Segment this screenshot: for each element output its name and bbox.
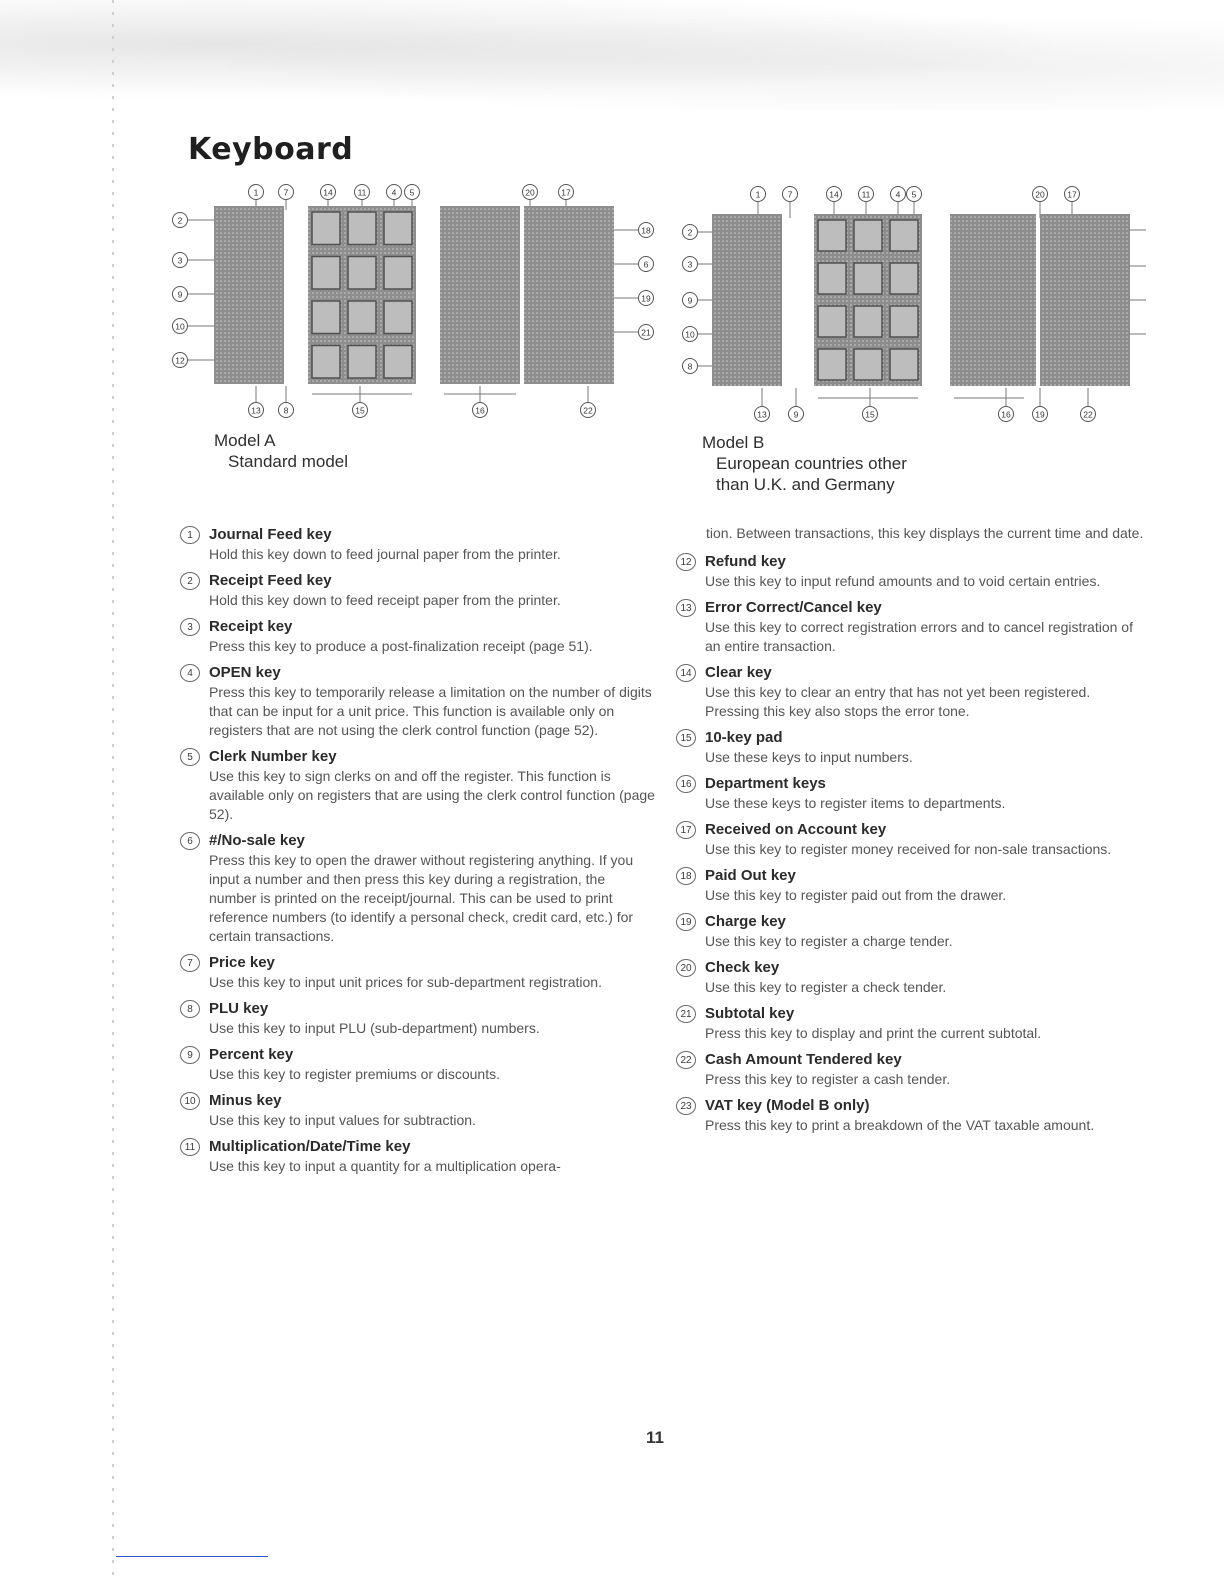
function-keys-right-a	[524, 206, 614, 384]
key-entry-title: #/No-sale key	[209, 832, 305, 849]
callout-number-icon: 7	[180, 954, 200, 972]
key-entry	[676, 727, 1146, 767]
numeric-key	[384, 301, 412, 334]
function-keys-left-b	[712, 214, 782, 386]
key-entry	[676, 819, 1146, 859]
callout-label: 21	[641, 327, 651, 338]
callout-number-icon: 5	[180, 748, 200, 766]
key-entry	[676, 911, 1146, 951]
callout-label: 2	[177, 215, 183, 226]
callout-label: 7	[283, 187, 289, 198]
model-label: Model A	[214, 431, 276, 450]
callout-label: 1	[755, 189, 761, 200]
scan-left-edge	[112, 0, 114, 1584]
section-title: Keyboard	[188, 132, 354, 167]
numeric-key	[312, 257, 340, 290]
key-entry-title: Received on Account key	[705, 821, 887, 838]
numeric-key	[818, 263, 846, 294]
key-entry-title: VAT key (Model B only)	[705, 1097, 870, 1114]
key-entry-title: Paid Out key	[705, 867, 796, 884]
key-entry-description: Use this key to register paid out from the drawer.	[705, 887, 1007, 903]
key-entry	[676, 957, 1146, 997]
numeric-key	[312, 212, 340, 245]
callout-label: 3	[687, 259, 693, 270]
callout-label: 2	[687, 227, 693, 238]
key-entry-description: Use this key to clear an entry that has not yet been registered. Pressing this key also stops the error tone.	[705, 684, 1091, 719]
callout-number-icon: 19	[676, 913, 696, 931]
key-entry-description: Use this key to input PLU (sub-department) numbers.	[209, 1020, 540, 1036]
callout-number-icon: 11	[180, 1138, 200, 1156]
key-entry	[180, 1136, 655, 1176]
numeric-key	[890, 263, 918, 294]
callout-label: 10	[685, 329, 695, 340]
numeric-key	[890, 349, 918, 380]
callout-label: 16	[1001, 409, 1011, 420]
department-keys-b	[950, 214, 1036, 386]
callout-number-icon: 13	[676, 599, 696, 617]
key-entry-title: Charge key	[705, 913, 786, 930]
key-entry-title: Price key	[209, 954, 275, 971]
numeric-key	[854, 349, 882, 380]
callout-label: 4	[895, 189, 901, 200]
numeric-key	[348, 257, 376, 290]
callout-label: 12	[175, 355, 185, 366]
callout-label: 19	[1035, 409, 1045, 420]
callout-label: 16	[475, 405, 485, 416]
footer-rule	[116, 1556, 268, 1557]
callout-label: 17	[561, 187, 571, 198]
callout-label: 9	[687, 295, 693, 306]
callout-number-icon: 22	[676, 1051, 696, 1069]
callout-number-icon: 2	[180, 572, 200, 590]
numeric-key	[818, 306, 846, 337]
caption-model-b	[702, 432, 907, 495]
numeric-key	[818, 349, 846, 380]
callout-label: 6	[643, 259, 649, 270]
key-entry-title: Department keys	[705, 775, 826, 792]
numeric-key	[348, 346, 376, 379]
callout-number-icon: 6	[180, 832, 200, 850]
key-entry-title: PLU key	[209, 1000, 269, 1017]
callout-label: 20	[1035, 189, 1045, 200]
callout-number-icon: 21	[676, 1005, 696, 1023]
keyboard-illustration-a	[168, 176, 658, 426]
key-entry	[676, 1003, 1146, 1043]
callout-label: 3	[177, 255, 183, 266]
callout-label: 13	[251, 405, 261, 416]
callout-label: 15	[865, 409, 875, 420]
key-entry-description: Use this key to input a quantity for a multiplication opera-	[209, 1158, 561, 1174]
page-number: 11	[646, 1428, 664, 1447]
key-entry-description: Use this key to register money received for non-sale transactions.	[705, 841, 1112, 857]
callout-number-icon: 16	[676, 775, 696, 793]
key-entry	[180, 998, 655, 1038]
numeric-key	[348, 212, 376, 245]
key-descriptions-right	[676, 524, 1146, 1141]
callout-number-icon: 23	[676, 1097, 696, 1115]
function-keys-right-b	[1040, 214, 1130, 386]
callout-number-icon: 14	[676, 664, 696, 682]
numeric-key	[854, 306, 882, 337]
callout-label: 1	[253, 187, 259, 198]
key-entry	[676, 662, 1146, 721]
key-entry-description: Press this key to print a breakdown of the VAT taxable amount.	[705, 1117, 1095, 1133]
key-entry-description: Use this key to register a check tender.	[705, 979, 947, 995]
keyboard-photo-model-a	[168, 176, 658, 426]
department-keys-a	[440, 206, 520, 384]
callout-label: 11	[357, 187, 367, 198]
key-entry	[180, 830, 655, 946]
key-entry-description: Use this key to input unit prices for sub-department registration.	[209, 974, 602, 990]
callout-number-icon: 20	[676, 959, 696, 977]
callout-number-icon: 1	[180, 526, 200, 544]
key-entry	[676, 1095, 1146, 1135]
callout-number-icon: 12	[676, 553, 696, 571]
key-entry-description: Use this key to input refund amounts and to void certain entries.	[705, 573, 1101, 589]
callout-label: 22	[583, 405, 593, 416]
key-entry-title: Receipt key	[209, 618, 293, 635]
key-entry-title: Clerk Number key	[209, 748, 337, 765]
key-entry-title: Multiplication/Date/Time key	[209, 1138, 411, 1155]
callout-label: 20	[525, 187, 535, 198]
key-entry-title: 10-key pad	[705, 729, 783, 746]
key-entry-title: Minus key	[209, 1092, 282, 1109]
callout-label: 22	[1083, 409, 1093, 420]
key-entry-description: Use these keys to input numbers.	[705, 749, 913, 765]
numeric-key	[312, 301, 340, 334]
keyboard-illustration-b	[678, 176, 1148, 436]
key-entry-title: OPEN key	[209, 664, 281, 681]
numeric-key	[890, 306, 918, 337]
callout-label: 9	[793, 409, 799, 420]
key-entry	[180, 662, 655, 740]
key-entry-title: Receipt Feed key	[209, 572, 332, 589]
model-subtitle-line2: than U.K. and Germany	[716, 475, 895, 494]
key-entry	[180, 746, 655, 824]
numeric-key	[384, 257, 412, 290]
numeric-key	[384, 212, 412, 245]
keyboard-photo-model-b	[678, 176, 1148, 436]
callout-label: 9	[177, 289, 183, 300]
callout-number-icon: 4	[180, 664, 200, 682]
callout-label: 15	[355, 405, 365, 416]
callout-label: 17	[1067, 189, 1077, 200]
key-entry-title: Check key	[705, 959, 780, 976]
key-descriptions-right-list	[676, 551, 1146, 1135]
key-entry-description: Press this key to open the drawer without registering anything. If you input a number and then press this key during a registration, the number is printed on the receipt/journal. This can be used to print reference numbers (to identify a personal check, credit card, etc.) for certain transactions.	[209, 852, 634, 944]
key-entry-title: Subtotal key	[705, 1005, 795, 1022]
callout-number-icon: 8	[180, 1000, 200, 1018]
key-entry	[676, 597, 1146, 656]
scan-noise-header	[0, 0, 1224, 110]
key-entry-description: Use this key to register premiums or discounts.	[209, 1066, 500, 1082]
key-entry-description: Press this key to produce a post-finalization receipt (page 51).	[209, 638, 593, 654]
callout-label: 10	[175, 321, 185, 332]
callout-label: 14	[829, 189, 839, 200]
key-entry-description: Press this key to register a cash tender.	[705, 1071, 951, 1087]
key-entry-title: Journal Feed key	[209, 526, 332, 543]
key-entry-title: Error Correct/Cancel key	[705, 599, 882, 616]
callout-number-icon: 17	[676, 821, 696, 839]
model-subtitle-line1: European countries other	[716, 454, 907, 473]
callout-label: 5	[911, 189, 917, 200]
callout-label: 8	[283, 405, 289, 416]
numeric-key	[890, 220, 918, 251]
key-entry	[180, 952, 655, 992]
key-entry-description: Use this key to input values for subtraction.	[209, 1112, 476, 1128]
function-keys-left-a	[214, 206, 284, 384]
model-subtitle: Standard model	[228, 452, 349, 471]
key-entry-description: Press this key to display and print the current subtotal.	[705, 1025, 1042, 1041]
caption-model-a	[214, 430, 348, 472]
key-entry	[180, 1044, 655, 1084]
key-entry	[180, 1090, 655, 1130]
key-descriptions-left	[180, 524, 655, 1182]
numeric-key	[384, 346, 412, 379]
callout-number-icon: 18	[676, 867, 696, 885]
key-entry	[180, 570, 655, 610]
continuation-text: tion. Between transactions, this key displays the current time and date.	[706, 525, 1144, 541]
numeric-key	[818, 220, 846, 251]
callout-label: 4	[391, 187, 397, 198]
model-label: Model B	[702, 433, 765, 452]
callout-number-icon: 3	[180, 618, 200, 636]
callout-number-icon: 9	[180, 1046, 200, 1064]
callout-number-icon: 10	[180, 1092, 200, 1110]
callout-label: 11	[861, 189, 871, 200]
key-entry-description: Hold this key down to feed receipt paper from the printer.	[209, 592, 561, 608]
key-entry-description: Use this key to correct registration errors and to cancel registration of an entire transaction.	[705, 619, 1133, 654]
key-entry-title: Cash Amount Tendered key	[705, 1051, 902, 1068]
key-entry-description: Use these keys to register items to departments.	[705, 795, 1006, 811]
numeric-key	[854, 263, 882, 294]
key-entry	[180, 616, 655, 656]
callout-label: 13	[757, 409, 767, 420]
key-entry	[676, 865, 1146, 905]
key-entry-description: Press this key to temporarily release a limitation on the number of digits that can be input for a unit price. This function is available only on registers that are not using the clerk control function (page 52).	[209, 684, 652, 738]
callout-label: 7	[787, 189, 793, 200]
key-entry-title: Refund key	[705, 553, 786, 570]
key-entry-title: Percent key	[209, 1046, 294, 1063]
key-entry-title: Clear key	[705, 664, 772, 681]
callout-label: 5	[409, 187, 415, 198]
callout-label: 8	[687, 361, 693, 372]
numeric-key	[854, 220, 882, 251]
key-entry	[676, 1049, 1146, 1089]
key-entry	[676, 773, 1146, 813]
key-entry	[676, 551, 1146, 591]
key-entry-description: Use this key to register a charge tender.	[705, 933, 953, 949]
numeric-key	[312, 346, 340, 379]
numeric-key	[348, 301, 376, 334]
key-entry	[180, 524, 655, 564]
callout-label: 14	[323, 187, 333, 198]
key-entry-description: Use this key to sign clerks on and off the register. This function is available only on registers that are using the clerk control function (page 52).	[209, 768, 655, 822]
callout-label: 18	[641, 225, 651, 236]
callout-number-icon: 15	[676, 729, 696, 747]
key-entry-description: Hold this key down to feed journal paper from the printer.	[209, 546, 561, 562]
callout-label: 19	[641, 293, 651, 304]
